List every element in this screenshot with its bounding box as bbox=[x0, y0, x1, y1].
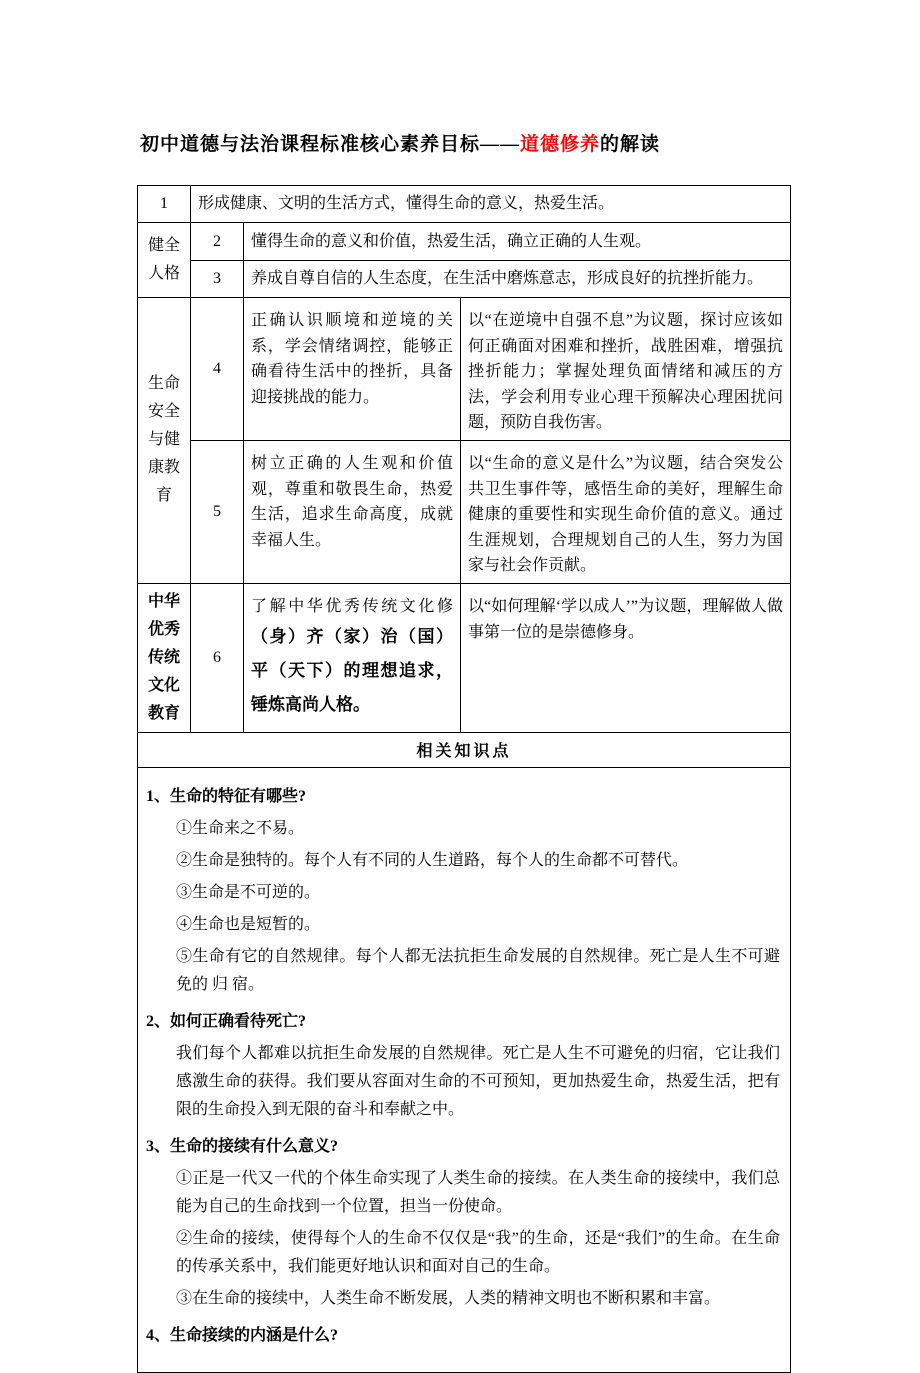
question: 4、生命接续的内涵是什么? bbox=[146, 1326, 339, 1344]
row3-content-cell: 养成自尊自信的人生态度，在生活中磨炼意志，形成良好的抗挫折能力。 bbox=[244, 261, 791, 298]
knowledge-item-3 bbox=[146, 1133, 780, 1313]
title-highlight: 道德修养 bbox=[520, 133, 601, 155]
row5-topic-cell: 以“生命的意义是什么”为议题，结合突发公共卫生事件等，感悟生命的美好，理解生命健康的重要性和实现生命价值的意义。通过生涯规划，合理规划自己的人生，努力为国家与社会作贡献。 bbox=[461, 441, 791, 584]
table-row-2 bbox=[138, 223, 791, 261]
title-prefix: 初中道德与法治课程标准核心素养目标—— bbox=[140, 133, 521, 155]
table-row-section-header bbox=[138, 732, 791, 767]
row4-number-cell: 4 bbox=[191, 298, 244, 441]
row6-topic-cell: 以“如何理解‘学以成人’”为议题，理解做人做事第一位的是崇德修身。 bbox=[461, 583, 791, 732]
question: 2、如何正确看待死亡? bbox=[146, 1012, 307, 1030]
answer-paragraph: ⑤生命有它的自然规律。每个人都无法抗拒生命发展的自然规律。死亡是人生不可避免的 归 宿。 bbox=[176, 947, 780, 993]
row5-objective-cell: 树立正确的人生观和价值观，尊重和敬畏生命，热爱生活，追求生命高度，成就幸福人生。 bbox=[244, 441, 461, 584]
answer-paragraph: ③生命是不可逆的。 bbox=[176, 883, 321, 901]
knowledge-item-1 bbox=[146, 783, 780, 999]
answer-paragraph: ②生命是独特的。每个人有不同的人生道路，每个人的生命都不可替代。 bbox=[176, 851, 689, 869]
table-row-1 bbox=[138, 186, 791, 223]
category-cell-traditional-culture: 中华优秀传统文化教育 bbox=[138, 583, 191, 732]
row5-number-cell: 5 bbox=[191, 441, 244, 584]
row6-objective-cell bbox=[244, 583, 461, 732]
row4-topic-cell: 以“在逆境中自强不息”为议题，探讨应该如何正确面对困难和挫折，战胜困难，增强抗挫折能力；掌握处理负面情绪和减压的方法，学会利用专业心理干预解决心理困扰问题，预防自我伤害。 bbox=[461, 298, 791, 441]
row1-content-cell: 形成健康、文明的生活方式，懂得生命的意义，热爱生活。 bbox=[191, 186, 791, 223]
answer-paragraph: ②生命的接续，使得每个人的生命不仅仅是“我”的生命，还是“我们”的生命。在生命的传承关系中，我们能更好地认识和面对自己的生命。 bbox=[176, 1229, 780, 1275]
section-header-cell: 相关知识点 bbox=[138, 732, 791, 767]
knowledge-item-2 bbox=[146, 1008, 780, 1124]
answer-paragraph: ①正是一代又一代的个体生命实现了人类生命的接续。在人类生命的接续中，我们总能为自己的生命找到一个位置，担当一份使命。 bbox=[176, 1169, 780, 1215]
row3-number-cell: 3 bbox=[191, 261, 244, 298]
table-row-3 bbox=[138, 261, 791, 298]
document-title bbox=[140, 129, 660, 156]
table-row-6 bbox=[138, 583, 791, 732]
table-row-knowledge bbox=[138, 767, 791, 1372]
knowledge-cell bbox=[138, 767, 791, 1372]
row6-objective-bold: （身）齐（家）治（国）平（天下）的理想追求，锤炼高尚人格。 bbox=[251, 626, 453, 714]
table-row-4 bbox=[138, 298, 791, 441]
answer-paragraph: 我们每个人都难以抗拒生命发展的自然规律。死亡是人生不可避免的归宿，它让我们感激生命的获得。我们要从容面对生命的不可预知，更加热爱生命，热爱生活，把有限的生命投入到无限的奋斗和奉献之中。 bbox=[176, 1044, 780, 1118]
question: 1、生命的特征有哪些? bbox=[146, 787, 307, 805]
row6-number-cell: 6 bbox=[191, 583, 244, 732]
table-row-5 bbox=[138, 441, 791, 584]
knowledge-item-4 bbox=[146, 1322, 780, 1350]
competency-table bbox=[137, 185, 791, 1373]
row2-number-cell: 2 bbox=[191, 223, 244, 261]
answer-paragraph: ①生命来之不易。 bbox=[176, 819, 305, 837]
answer-paragraph: ④生命也是短暂的。 bbox=[176, 915, 321, 933]
category-cell-life-safety-health: 生命安全与健康教育 bbox=[138, 298, 191, 584]
category-cell-healthy-personality: 健全人格 bbox=[138, 223, 191, 298]
question: 3、生命的接续有什么意义? bbox=[146, 1137, 339, 1155]
title-suffix: 的解读 bbox=[600, 133, 661, 155]
row4-objective-cell: 正确认识顺境和逆境的关系，学会情绪调控，能够正确看待生活中的挫折，具备迎接挑战的能力。 bbox=[244, 298, 461, 441]
row6-objective-normal: 了解中华优秀传统文化修 bbox=[251, 597, 453, 615]
answer-paragraph: ③在生命的接续中，人类生命不断发展，人类的精神文明也不断积累和丰富。 bbox=[176, 1289, 721, 1307]
row1-number-cell: 1 bbox=[138, 186, 191, 223]
row2-content-cell: 懂得生命的意义和价值，热爱生活，确立正确的人生观。 bbox=[244, 223, 791, 261]
